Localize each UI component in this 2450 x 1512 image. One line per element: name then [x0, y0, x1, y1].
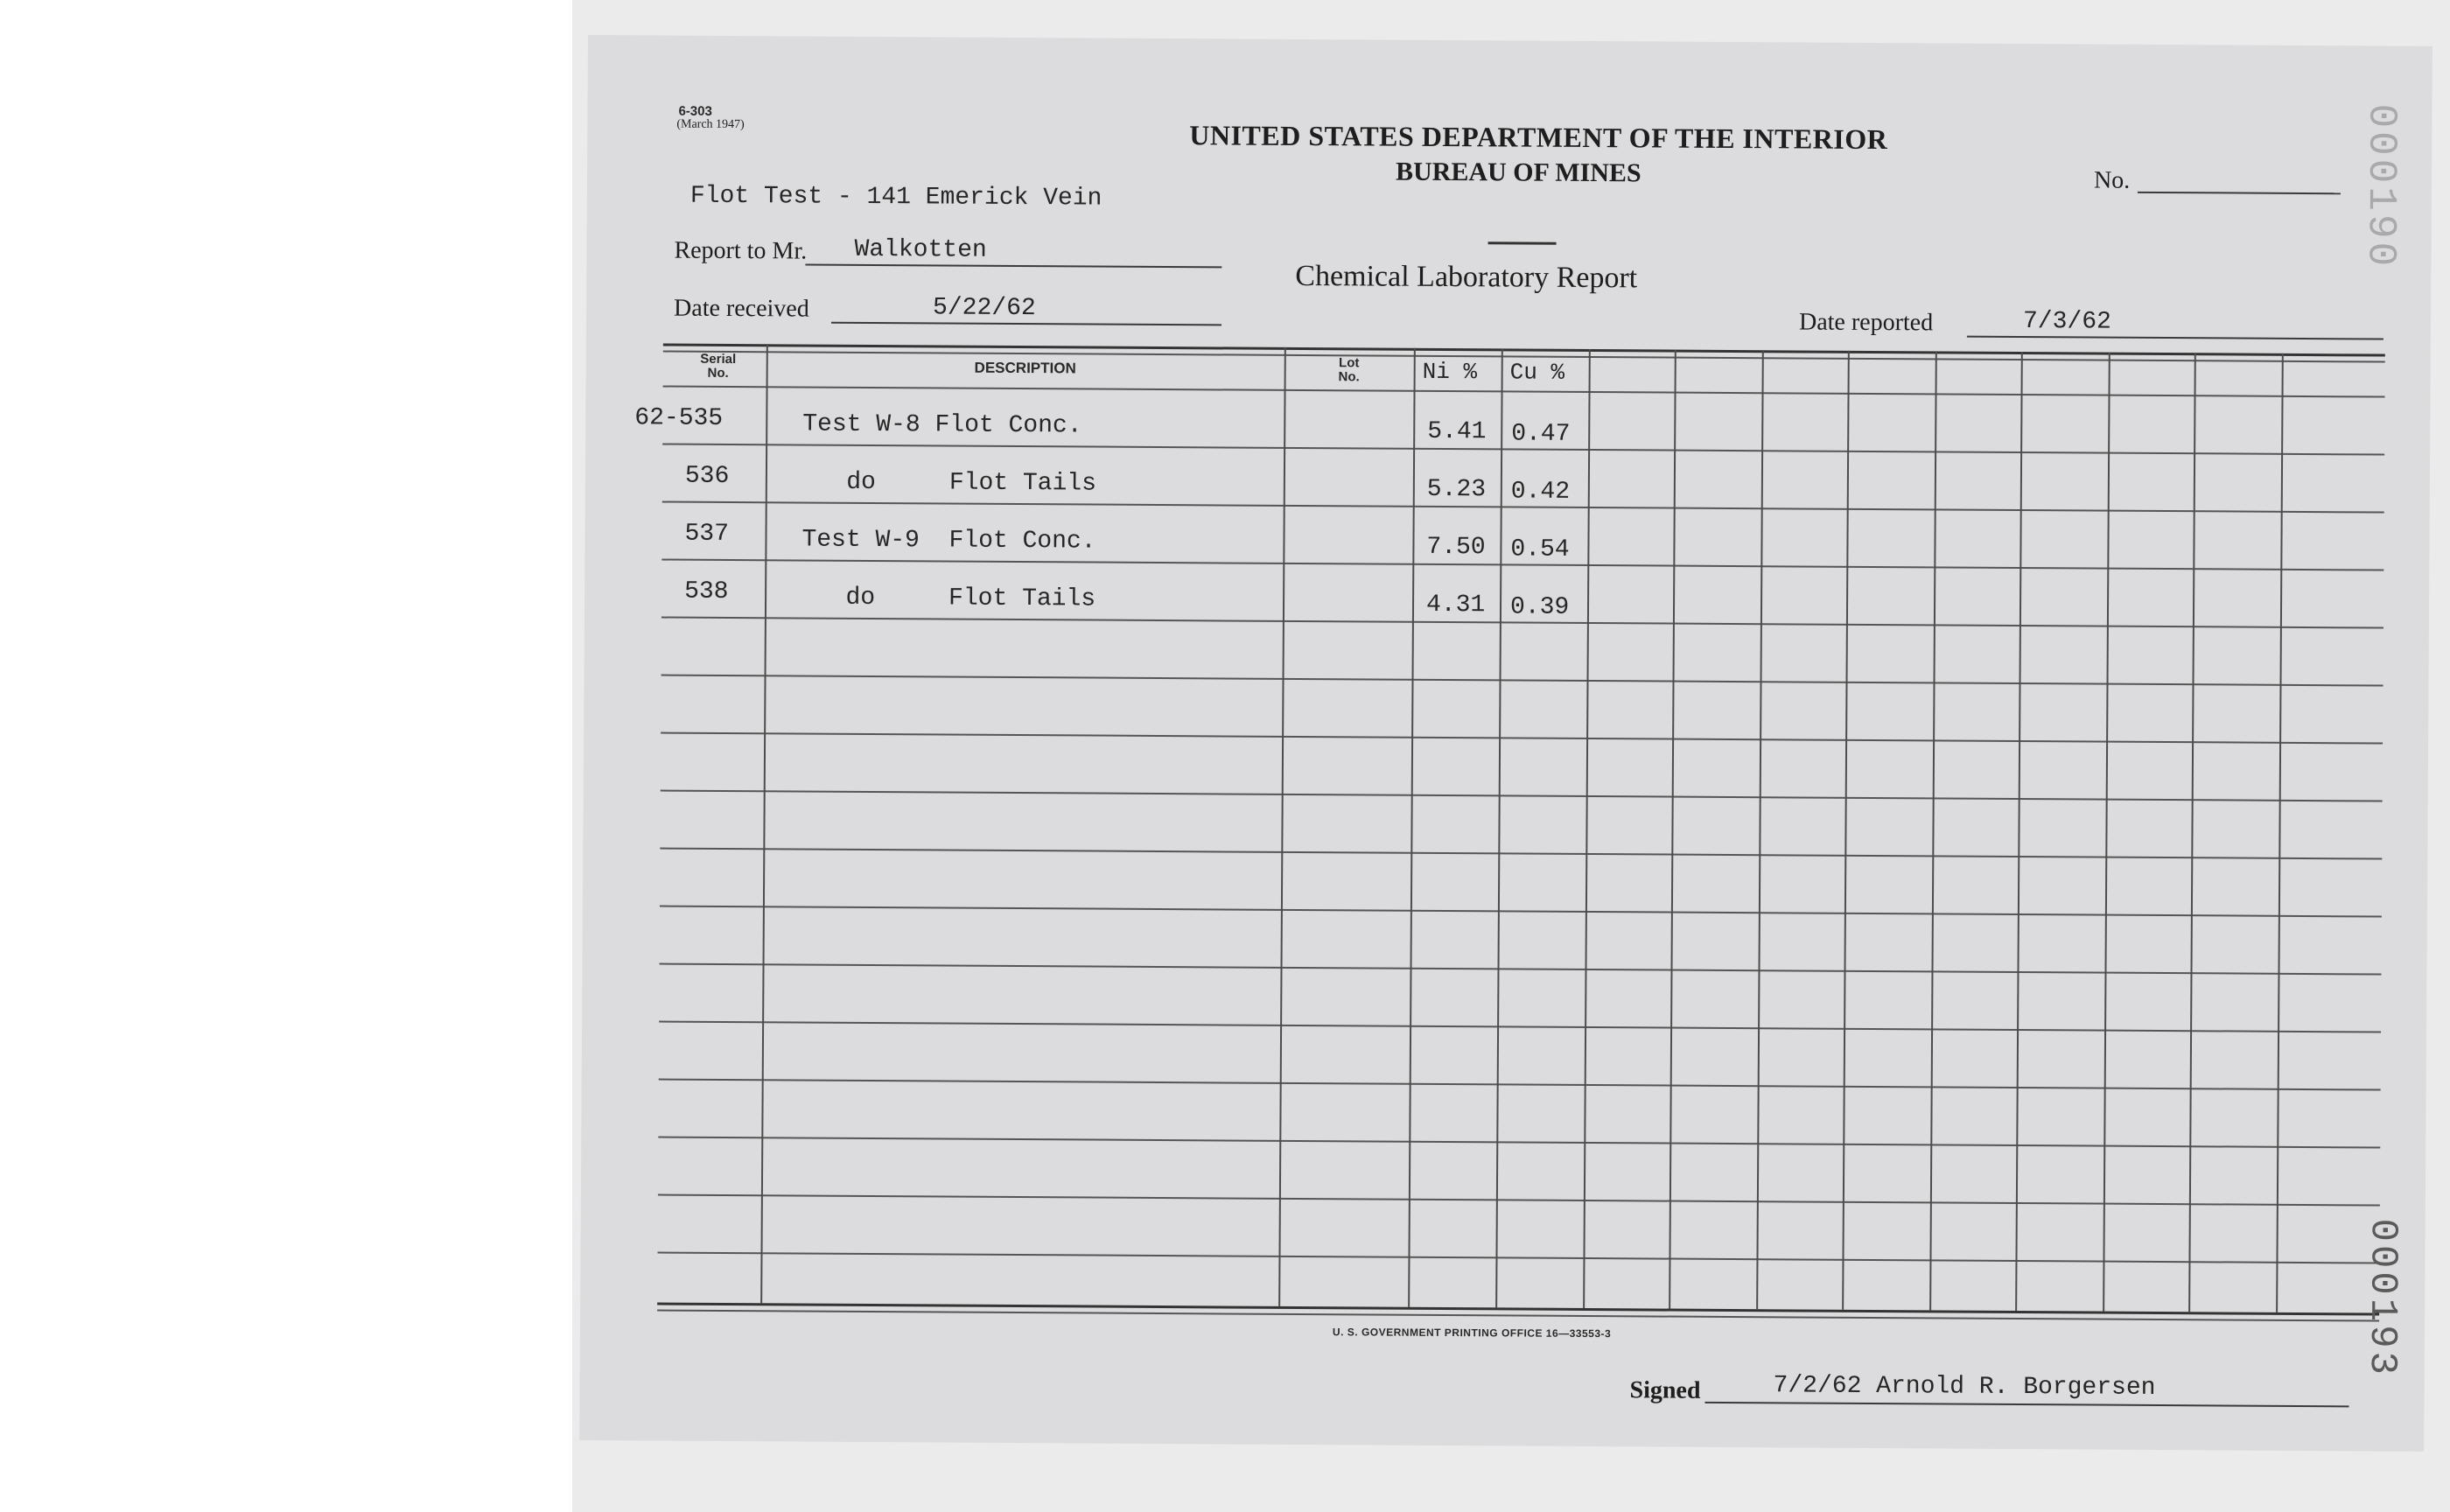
date-received-value: 5/22/62 [933, 294, 1036, 323]
col-header-lot: Lot No. [1338, 355, 1360, 385]
row-3-ni: 7.50 [1426, 533, 1486, 562]
date-received-line [831, 322, 1222, 326]
row-1-description: Test W-8 Flot Conc. [802, 410, 1082, 440]
results-table [634, 344, 2385, 1322]
col-header-ni: Ni % [1422, 358, 1478, 386]
row-3-description: Test W-9 Flot Conc. [802, 526, 1096, 556]
department-title: UNITED STATES DEPARTMENT OF THE INTERIOR [1189, 119, 1888, 156]
col-header-cu: Cu % [1509, 359, 1565, 386]
date-received-label: Date received [674, 294, 809, 323]
report-to-line [805, 264, 1222, 269]
report-to-value: Walkotten [854, 235, 987, 264]
row-4-ni: 4.31 [1425, 591, 1486, 620]
row-2-serial: 536 [684, 462, 730, 490]
col-header-description: DESCRIPTION [974, 359, 1076, 377]
page-stamp: 000193 [2359, 1218, 2404, 1379]
printing-office-imprint: U. S. GOVERNMENT PRINTING OFFICE 16—33553-3 [1332, 1326, 1612, 1340]
signed-label: Signed [1629, 1376, 1701, 1404]
col-header-serial: Serial No. [700, 351, 737, 381]
row-1-ni: 5.41 [1427, 417, 1487, 446]
lab-report-form [579, 35, 2432, 1452]
report-title: Chemical Laboratory Report [1295, 259, 1638, 295]
row-4-cu: 0.39 [1509, 593, 1570, 621]
form-date: (March 1947) [676, 117, 745, 132]
date-reported-label: Date reported [1798, 308, 1934, 337]
number-label: No. [2093, 166, 2131, 194]
row-1-cu: 0.47 [1511, 420, 1571, 448]
row-4-serial: 538 [684, 578, 729, 606]
row-2-ni: 5.23 [1426, 475, 1487, 504]
test-title: Flot Test - 141 Emerick Vein [690, 182, 1102, 213]
row-4-description: do Flot Tails [801, 584, 1096, 613]
faint-stamp-top: 000190 [2357, 103, 2404, 270]
bureau-title: BUREAU OF MINES [1395, 157, 1642, 188]
signed-value: 7/2/62 Arnold R. Borgersen [1773, 1372, 2156, 1402]
row-2-cu: 0.42 [1510, 478, 1571, 506]
signature-line [1704, 1402, 2348, 1407]
title-divider [1488, 242, 1557, 244]
form-number: 6-303 [678, 103, 712, 119]
row-1-serial: 62-535 [634, 404, 724, 432]
row-2-description: do Flot Tails [802, 468, 1097, 498]
row-3-cu: 0.54 [1510, 536, 1570, 564]
date-reported-value: 7/3/62 [2022, 308, 2111, 336]
number-field-line [2138, 192, 2341, 194]
report-to-label: Report to Mr. [674, 236, 808, 265]
row-3-serial: 537 [684, 520, 730, 548]
date-reported-line [1967, 336, 2384, 340]
